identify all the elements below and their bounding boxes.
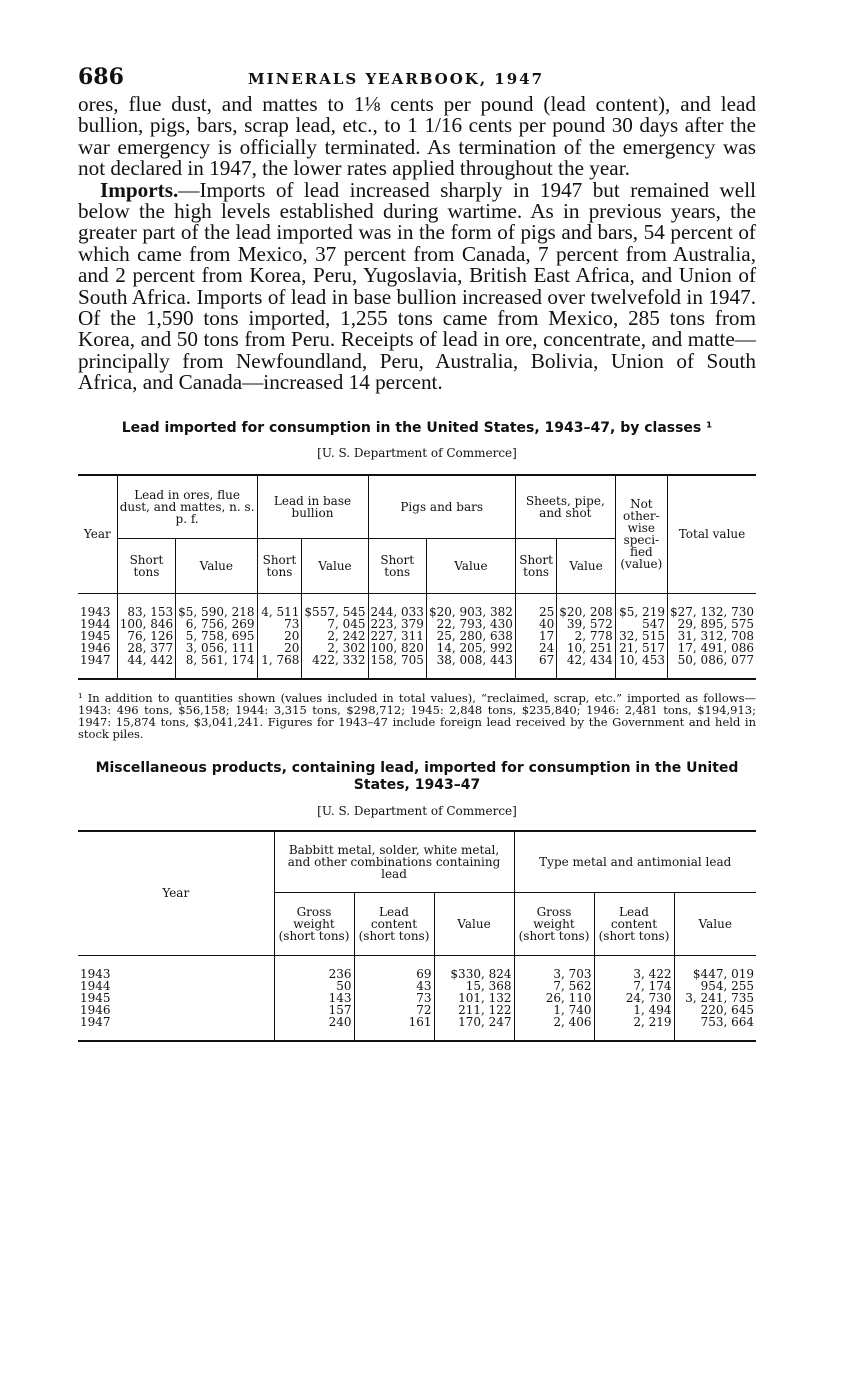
table-cell: 4, 511 xyxy=(257,606,302,618)
col-babbitt-gross: Gross weight (short tons) xyxy=(274,892,354,955)
table-cell: 143 xyxy=(274,992,354,1004)
table-row xyxy=(78,642,756,654)
table-cell: 73 xyxy=(354,992,434,1004)
table-cell: 223, 379 xyxy=(368,618,426,630)
table-cell: 3, 056, 111 xyxy=(176,642,257,654)
table-cell: 954, 255 xyxy=(674,980,756,992)
table-cell: 244, 033 xyxy=(368,606,426,618)
imports-text: —Imports of lead increased sharply in 1947 but remained well below the high levels established during wartime. As in previous years, the greater part of the lead imported was in the form of pigs and bars, 54 percent of which came from Mexico, 37 percent from Canada, 7 percent from Australia, and 2 percent from Korea, Peru, Yugoslavia, British East Africa, and Union of South Africa. Imports of lead in base bullion increased over twelvefold in 1947. Of the 1,590 tons imported, 1,255 tons came from Mexico, 285 tons from Korea, and 50 tons from Peru. Receipts of lead in ore, concentrate, and matte—principally from Newfoundland, Peru, Australia, Bolivia, Union of South Africa, and Canada—increased 14 percent. xyxy=(78,177,756,395)
table-cell: 2, 242 xyxy=(302,630,368,642)
col-sheets-tons: Short tons xyxy=(515,538,556,593)
table-row xyxy=(78,992,756,1004)
cell-year: 1947 xyxy=(80,1014,111,1029)
col-bullion-value: Value xyxy=(302,538,368,593)
table-cell: 6, 756, 269 xyxy=(176,618,257,630)
table-cell: $447, 019 xyxy=(674,968,756,980)
page-number: 686 xyxy=(78,64,124,90)
table1-caption: Lead imported for consumption in the United States, 1943–47, by classes ¹ xyxy=(121,419,713,436)
table-cell: 69 xyxy=(354,968,434,980)
misc-products-table xyxy=(78,830,756,1042)
table-cell: 24, 730 xyxy=(594,992,674,1004)
table-cell: 2, 302 xyxy=(302,642,368,654)
table-cell: 26, 110 xyxy=(514,992,594,1004)
table-cell: 40 xyxy=(515,618,556,630)
table-cell: 43 xyxy=(354,980,434,992)
table-cell: $5, 219 xyxy=(615,606,667,618)
document-page xyxy=(78,64,756,1042)
col-babbitt-lead: Lead content (short tons) xyxy=(354,892,434,955)
table-row xyxy=(78,1016,756,1028)
imports-heading: Imports. xyxy=(100,177,179,202)
table-cell: 3, 422 xyxy=(594,968,674,980)
table-cell: 22, 793, 430 xyxy=(426,618,515,630)
table-row xyxy=(78,618,756,630)
table-cell: 39, 572 xyxy=(557,618,615,630)
col-group-sheets: Sheets, pipe, and shot xyxy=(515,475,615,539)
table-cell: 50 xyxy=(274,980,354,992)
table-cell: 240 xyxy=(274,1016,354,1028)
table-cell: 17 xyxy=(515,630,556,642)
table-cell: 5, 758, 695 xyxy=(176,630,257,642)
table-cell: 21, 517 xyxy=(615,642,667,654)
running-title: MINERALS YEARBOOK, 1947 xyxy=(248,70,545,88)
paragraph-2 xyxy=(78,177,756,395)
col-ores-value: Value xyxy=(176,538,257,593)
table-cell: 24 xyxy=(515,642,556,654)
col-group-bullion: Lead in base bullion xyxy=(257,475,368,539)
body-text xyxy=(78,94,756,394)
table-cell: 76, 126 xyxy=(117,630,175,642)
table-cell: 42, 434 xyxy=(557,654,615,666)
table-cell: 161 xyxy=(354,1016,434,1028)
table-cell: 44, 442 xyxy=(117,654,175,666)
col-pigs-value: Value xyxy=(426,538,515,593)
table-cell: 25 xyxy=(515,606,556,618)
table-row xyxy=(78,968,756,980)
table-cell: 220, 645 xyxy=(674,1004,756,1016)
table-cell: 15, 368 xyxy=(434,980,514,992)
cell-year: 1943 xyxy=(80,966,111,981)
table-cell: 753, 664 xyxy=(674,1016,756,1028)
table-cell: $20, 903, 382 xyxy=(426,606,515,618)
table-cell: 8, 561, 174 xyxy=(176,654,257,666)
table-cell: 7, 045 xyxy=(302,618,368,630)
table-cell: 28, 377 xyxy=(117,642,175,654)
cell-year: 1946 xyxy=(80,1002,111,1017)
col-group-babbitt: Babbitt metal, solder, white metal, and other combinations containing lead xyxy=(274,831,514,893)
table-cell: 29, 895, 575 xyxy=(667,618,756,630)
table-cell: $5, 590, 218 xyxy=(176,606,257,618)
table-cell: $27, 132, 730 xyxy=(667,606,756,618)
table-cell: $330, 824 xyxy=(434,968,514,980)
table-cell: 1, 740 xyxy=(514,1004,594,1016)
cell-year: 1946 xyxy=(80,640,111,655)
table-cell: 170, 247 xyxy=(434,1016,514,1028)
table-row xyxy=(78,630,756,642)
table-cell: 100, 820 xyxy=(368,642,426,654)
table-cell: 31, 312, 708 xyxy=(667,630,756,642)
table-cell: 1, 768 xyxy=(257,654,302,666)
paragraph-1: ores, flue dust, and mattes to 1⅛ cents per pound (lead content), and lead bullion, pigs, bars, scrap lead, etc., to 1 1/16 cents per pound 30 days after the war emergency is officially terminated. As termination of the emergency was not declared in 1947, the lower rates applied throughout the year. xyxy=(78,92,756,181)
col-group-pigs: Pigs and bars xyxy=(368,475,515,539)
table-cell: 158, 705 xyxy=(368,654,426,666)
col-year: Year xyxy=(162,886,190,901)
col-total-value: Total value xyxy=(667,475,756,594)
col-year: Year xyxy=(83,527,111,542)
col-pigs-tons: Short tons xyxy=(368,538,426,593)
cell-year: 1944 xyxy=(80,978,111,993)
table-row xyxy=(78,1004,756,1016)
table-cell: 101, 132 xyxy=(434,992,514,1004)
col-bullion-tons: Short tons xyxy=(257,538,302,593)
table-cell: 32, 515 xyxy=(615,630,667,642)
cell-year: 1944 xyxy=(80,616,111,631)
col-babbitt-value: Value xyxy=(434,892,514,955)
table-cell: 83, 153 xyxy=(117,606,175,618)
col-type-gross: Gross weight (short tons) xyxy=(514,892,594,955)
table-cell: 547 xyxy=(615,618,667,630)
table-cell: 17, 491, 086 xyxy=(667,642,756,654)
col-not-specified: Not other-wise speci-fied (value) xyxy=(615,475,667,594)
lead-imports-table xyxy=(78,474,756,680)
table-cell: 227, 311 xyxy=(368,630,426,642)
table-cell: $557, 545 xyxy=(302,606,368,618)
table-cell: 3, 703 xyxy=(514,968,594,980)
table-cell: 157 xyxy=(274,1004,354,1016)
table-cell: 7, 562 xyxy=(514,980,594,992)
table-cell: 20 xyxy=(257,630,302,642)
cell-year: 1947 xyxy=(80,652,111,667)
table-cell: 211, 122 xyxy=(434,1004,514,1016)
cell-year: 1943 xyxy=(80,604,111,619)
page-header xyxy=(78,64,756,94)
table2-source: [U. S. Department of Commerce] xyxy=(317,803,517,818)
table-row xyxy=(78,654,756,666)
table-cell: 422, 332 xyxy=(302,654,368,666)
col-group-ores: Lead in ores, flue dust, and mattes, n. s. p. f. xyxy=(117,475,257,539)
col-group-type-metal: Type metal and antimonial lead xyxy=(514,831,756,893)
table-cell: 14, 205, 992 xyxy=(426,642,515,654)
cell-year: 1945 xyxy=(80,990,111,1005)
table-cell: 72 xyxy=(354,1004,434,1016)
table-row xyxy=(78,606,756,618)
table-cell: 38, 008, 443 xyxy=(426,654,515,666)
table-cell: $20, 208 xyxy=(557,606,615,618)
table2-caption: Miscellaneous products, containing lead, imported for consumption in the United States, 1943–47 xyxy=(95,759,739,793)
table-cell: 50, 086, 077 xyxy=(667,654,756,666)
table-cell: 10, 251 xyxy=(557,642,615,654)
table1-source: [U. S. Department of Commerce] xyxy=(317,445,517,460)
table-cell: 25, 280, 638 xyxy=(426,630,515,642)
table-cell: 73 xyxy=(257,618,302,630)
table-cell: 7, 174 xyxy=(594,980,674,992)
col-type-value: Value xyxy=(674,892,756,955)
table-cell: 1, 494 xyxy=(594,1004,674,1016)
col-ores-tons: Short tons xyxy=(117,538,175,593)
table-cell: 2, 778 xyxy=(557,630,615,642)
table-row xyxy=(78,980,756,992)
col-type-lead: Lead content (short tons) xyxy=(594,892,674,955)
table-cell: 2, 219 xyxy=(594,1016,674,1028)
cell-year: 1945 xyxy=(80,628,111,643)
table-cell: 2, 406 xyxy=(514,1016,594,1028)
table-cell: 67 xyxy=(515,654,556,666)
table-cell: 10, 453 xyxy=(615,654,667,666)
col-sheets-value: Value xyxy=(557,538,615,593)
table-cell: 236 xyxy=(274,968,354,980)
table-cell: 3, 241, 735 xyxy=(674,992,756,1004)
table-cell: 100, 846 xyxy=(117,618,175,630)
table1-footnote: ¹ In addition to quantities shown (values included in total values), “reclaimed, scrap, etc.” imported as follows—1943: 496 tons, $56,158; 1944: 3,315 tons, $298,712; 1945: 2,848 tons, $235,840; 1946: 2,481 tons, $194,913; 1947: 15,874 tons, $3,041,241. Figures for 1943–47 include foreign lead received by the Government and held in stock piles. xyxy=(78,690,756,741)
table-cell: 20 xyxy=(257,642,302,654)
